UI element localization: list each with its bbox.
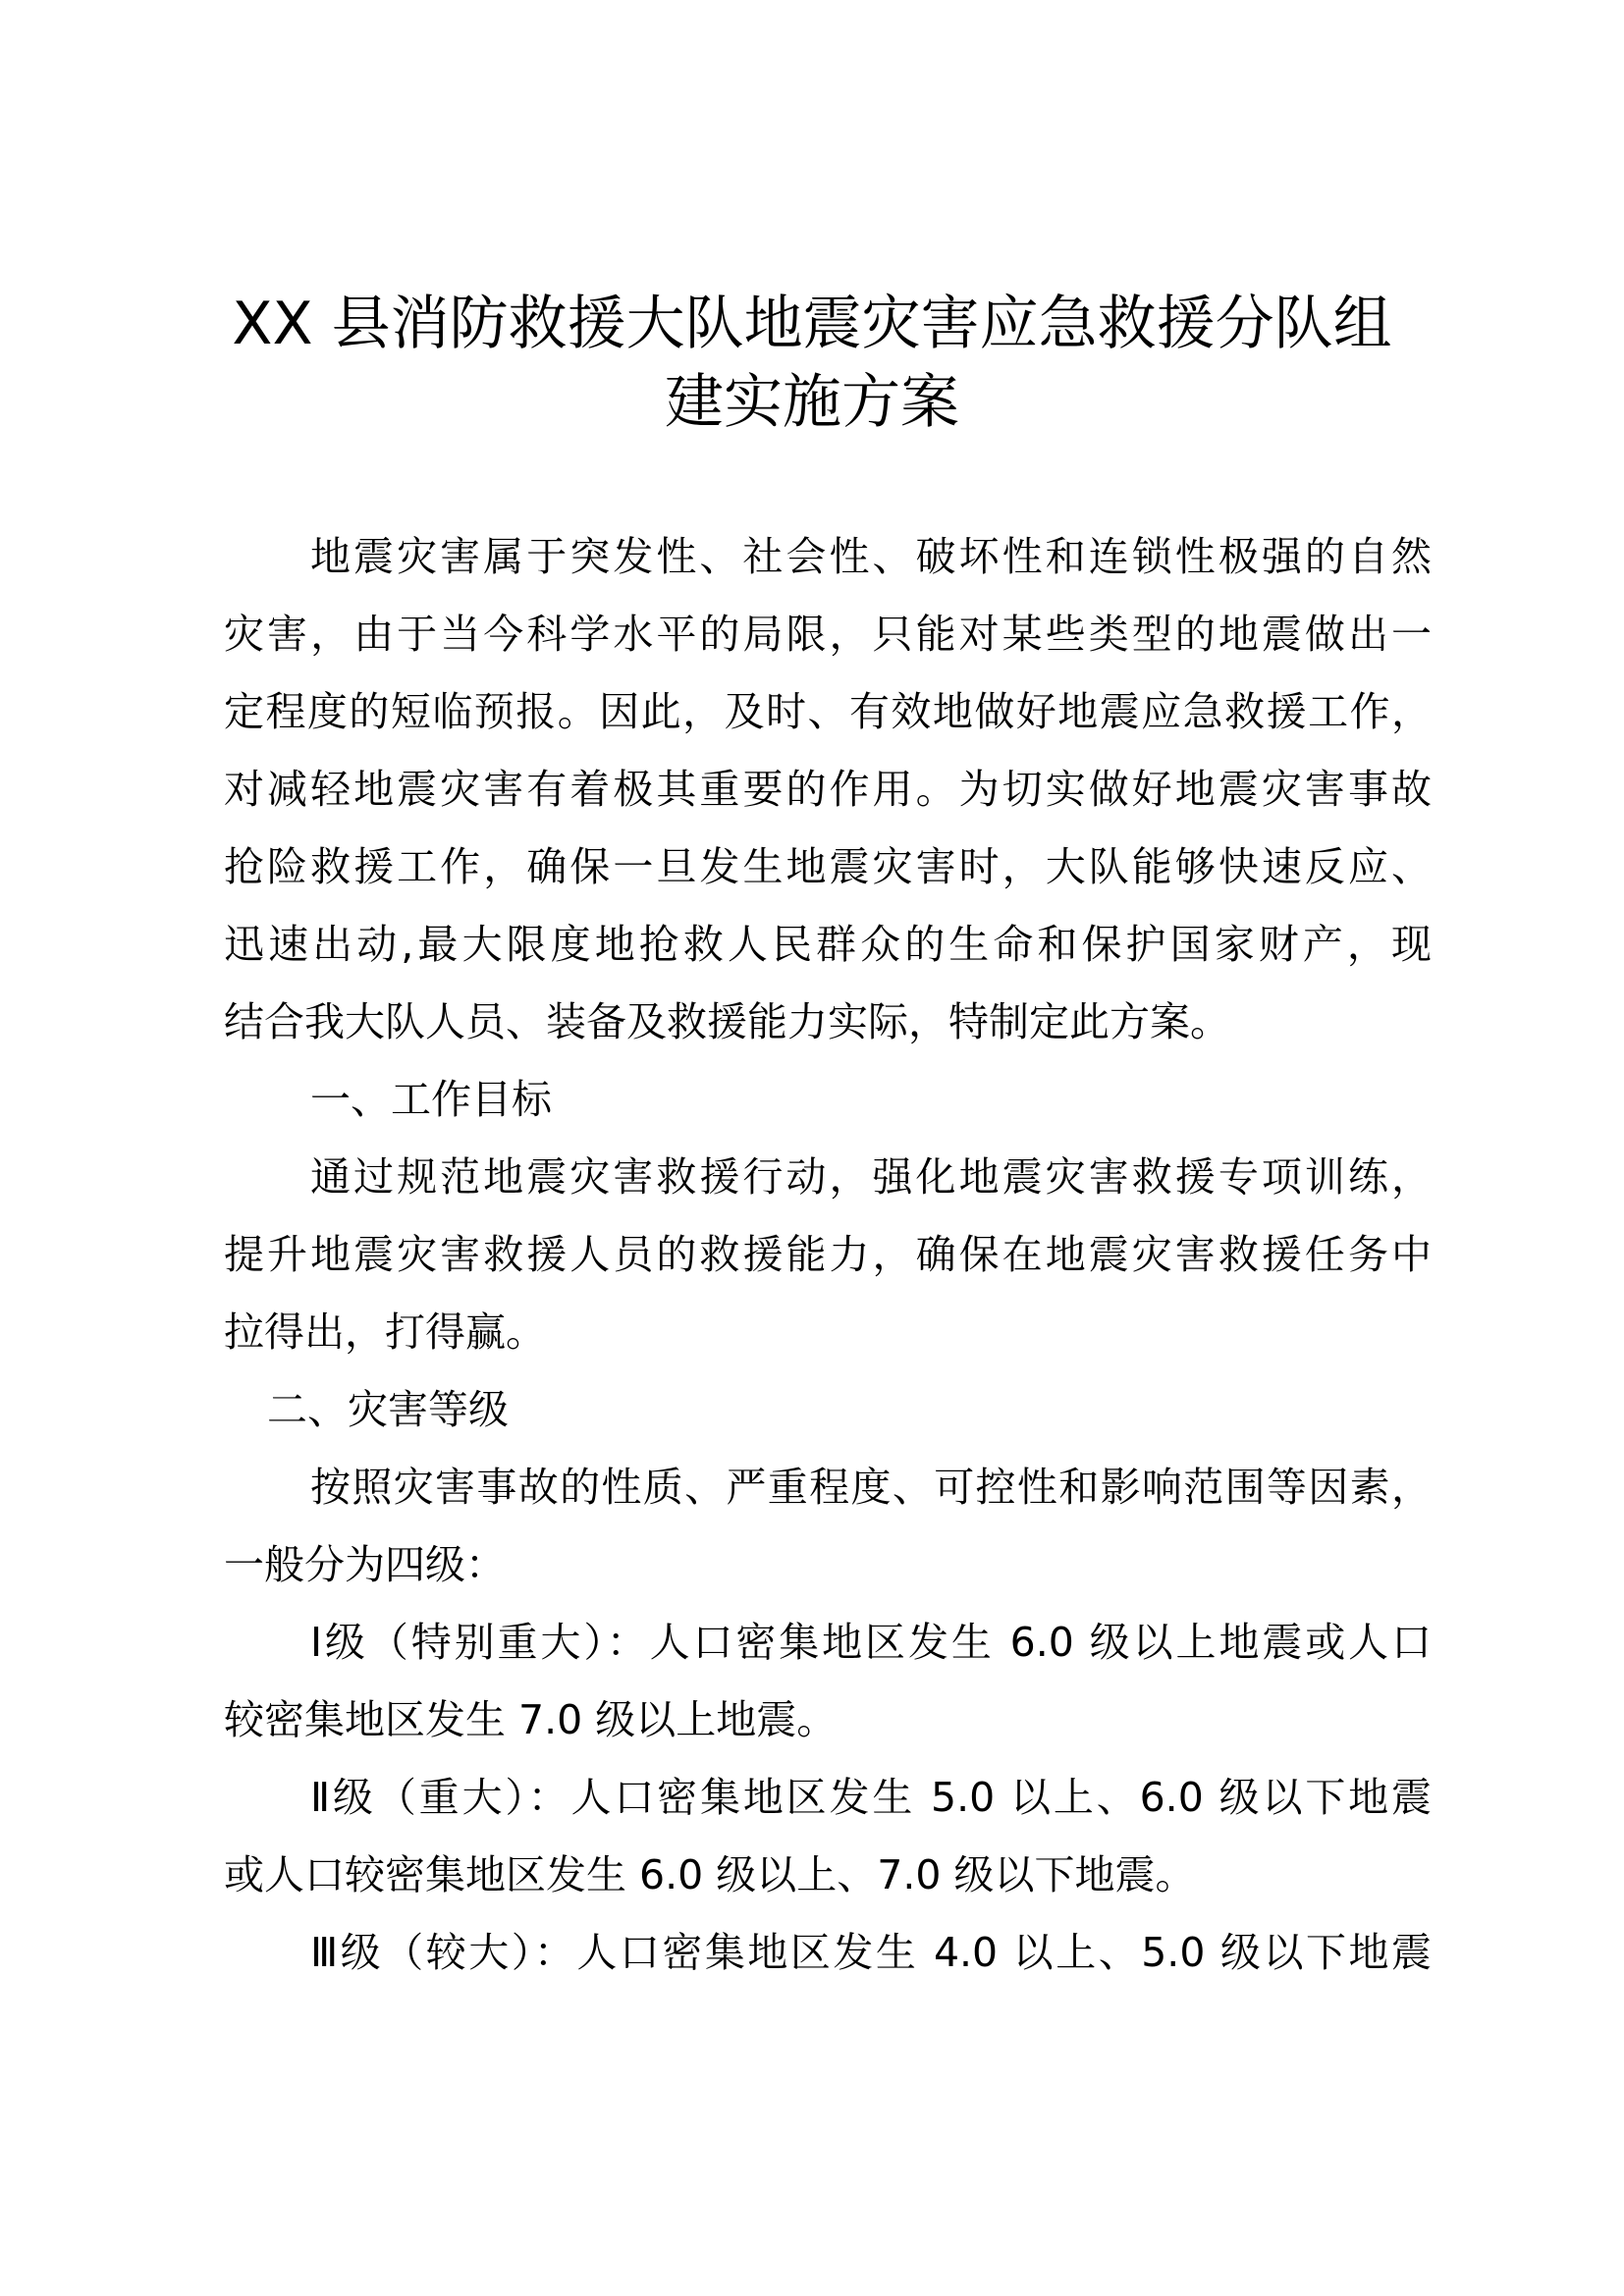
title-line-1: XX 县消防救援大队地震灾害应急救援分队组 bbox=[232, 290, 1392, 358]
section1-line: 提升地震灾害救援人员的救援能力，确保在地震灾害救援任务中 bbox=[224, 1231, 1432, 1278]
document-title bbox=[196, 285, 1428, 442]
intro-line: 迅速出动,最大限度地抢救人民群众的生命和保护国家财产，现 bbox=[224, 921, 1432, 968]
section2-line: 按照灾害事故的性质、严重程度、可控性和影响范围等因素， bbox=[310, 1464, 1432, 1511]
level-1-line: Ⅰ级（特别重大）：人口密集地区发生 6.0 级以上地震或人口 bbox=[310, 1619, 1432, 1666]
level-2-line: Ⅱ级（重大）：人口密集地区发生 5.0 以上、6.0 级以下地震 bbox=[310, 1774, 1432, 1821]
section2-line: 一般分为四级： bbox=[224, 1541, 506, 1588]
section-heading-goals: 一、工作目标 bbox=[310, 1076, 552, 1123]
intro-line: 地震灾害属于突发性、社会性、破坏性和连锁性极强的自然 bbox=[310, 533, 1432, 580]
level-1-line: 较密集地区发生 7.0 级以上地震。 bbox=[224, 1696, 838, 1743]
section-heading-levels: 二、灾害等级 bbox=[267, 1386, 509, 1433]
section1-line: 拉得出，打得赢。 bbox=[224, 1308, 546, 1356]
level-2-line: 或人口较密集地区发生 6.0 级以上、7.0 级以下地震。 bbox=[224, 1851, 1196, 1898]
title-line-2: 建实施方案 bbox=[665, 368, 959, 437]
section1-line: 通过规范地震灾害救援行动，强化地震灾害救援专项训练， bbox=[310, 1153, 1432, 1201]
level-3-line: Ⅲ级（较大）：人口密集地区发生 4.0 以上、5.0 级以下地震 bbox=[310, 1929, 1432, 1976]
intro-line: 结合我大队人员、装备及救援能力实际，特制定此方案。 bbox=[224, 998, 1230, 1045]
intro-line: 对减轻地震灾害有着极其重要的作用。为切实做好地震灾害事故 bbox=[224, 766, 1432, 813]
intro-line: 灾害，由于当今科学水平的局限，只能对某些类型的地震做出一 bbox=[224, 611, 1432, 658]
intro-line: 定程度的短临预报。因此，及时、有效地做好地震应急救援工作， bbox=[224, 688, 1432, 735]
intro-line: 抢险救援工作，确保一旦发生地震灾害时，大队能够快速反应、 bbox=[224, 843, 1432, 890]
